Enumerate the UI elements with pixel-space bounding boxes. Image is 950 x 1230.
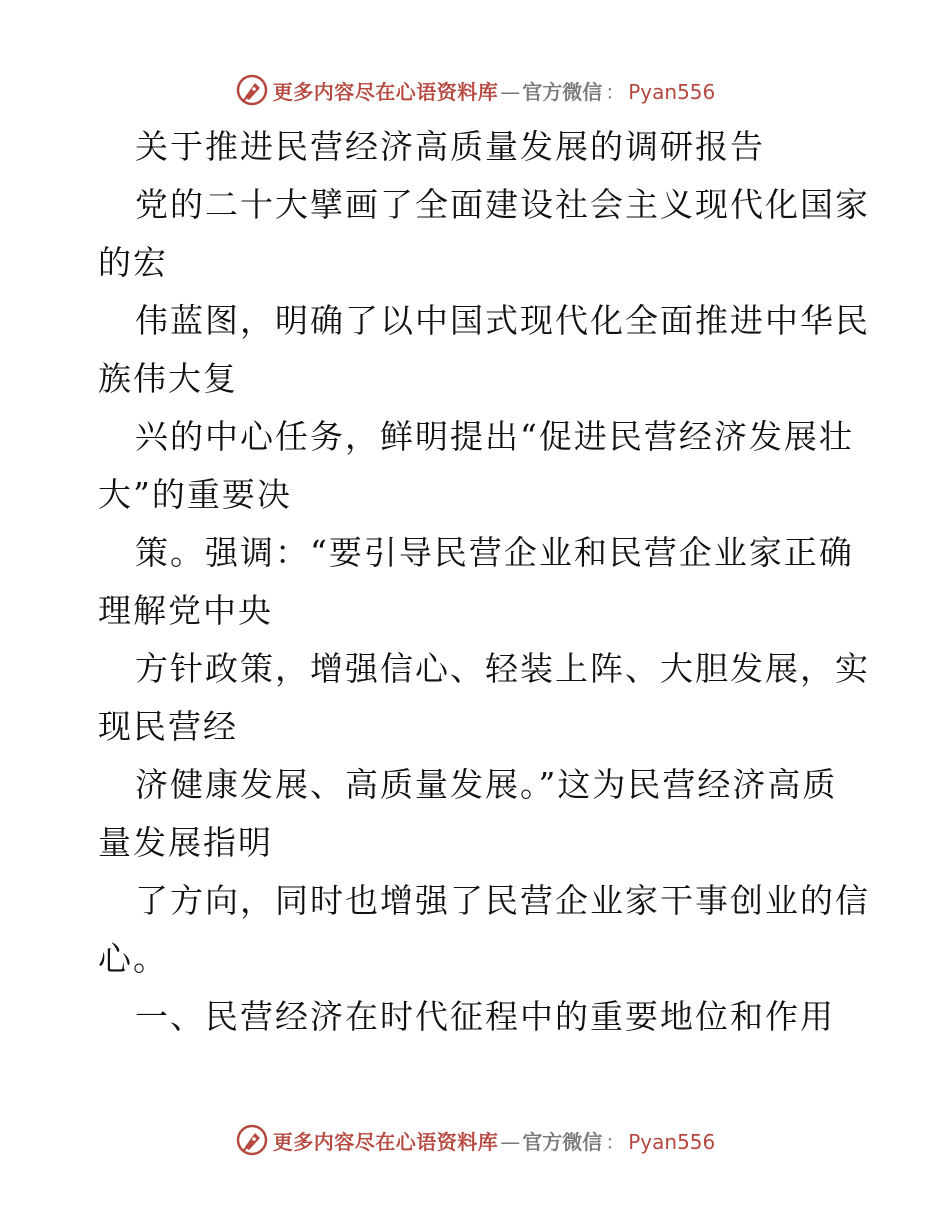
paragraph-line: 现民营经 — [98, 707, 238, 746]
banner-handle: Pyan556 — [628, 1129, 716, 1154]
paragraph-line: 理解党中央 — [98, 591, 273, 630]
paragraph-line: 了方向，同时也增强了民营企业家干事创业的信 — [135, 881, 870, 920]
pen-nib-logo-icon — [235, 73, 269, 107]
banner-text — [273, 76, 716, 105]
banner-dash: — — [500, 1129, 521, 1154]
banner-colon: ： — [605, 79, 626, 104]
paragraph-line: 的宏 — [98, 243, 168, 282]
document-title: 关于推进民营经济高质量发展的调研报告 — [135, 127, 765, 166]
paragraph-line: 策。强调：“要引导民营企业和民营企业家正确 — [135, 533, 854, 572]
banner-wechat-label: 官方微信 — [522, 1129, 603, 1154]
footer-banner — [0, 1120, 950, 1160]
header-banner — [0, 70, 950, 110]
banner-brand: 更多内容尽在心语资料库 — [272, 79, 499, 104]
paragraph-line: 伟蓝图，明确了以中国式现代化全面推进中华民 — [135, 301, 870, 340]
banner-handle: Pyan556 — [628, 79, 716, 104]
paragraph-line: 方针政策，增强信心、轻装上阵、大胆发展，实 — [135, 649, 870, 688]
paragraph-line: 党的二十大擘画了全面建设社会主义现代化国家 — [135, 185, 870, 224]
banner-brand: 更多内容尽在心语资料库 — [272, 1129, 499, 1154]
banner-wechat-label: 官方微信 — [522, 79, 603, 104]
pen-nib-logo-icon — [235, 1123, 269, 1157]
banner-colon: ： — [605, 1129, 626, 1154]
document-body — [98, 118, 870, 1046]
banner-text — [273, 1126, 716, 1155]
paragraph-line: 心。 — [98, 939, 168, 978]
paragraph-line: 大”的重要决 — [98, 475, 292, 514]
paragraph-line: 族伟大复 — [98, 359, 238, 398]
paragraph-line: 济健康发展、高质量发展。”这为民营经济高质 — [135, 765, 838, 804]
banner-dash: — — [500, 79, 521, 104]
section-heading: 一、民营经济在时代征程中的重要地位和作用 — [135, 997, 835, 1036]
paragraph-line: 兴的中心任务，鲜明提出“促进民营经济发展壮 — [135, 417, 854, 456]
paragraph-line: 量发展指明 — [98, 823, 273, 862]
